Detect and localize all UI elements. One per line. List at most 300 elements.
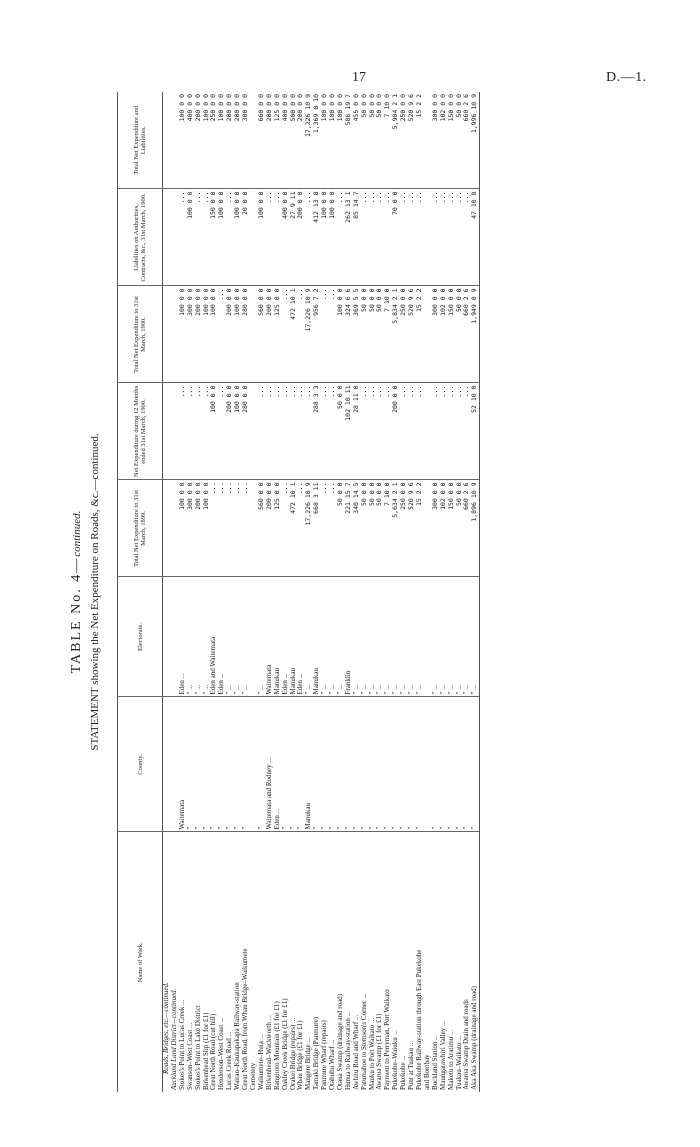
work-name-cell: and Bombay — [422, 1054, 431, 1090]
work-name-cell: Pukekohe–Waiuku ... — [391, 1030, 400, 1090]
electorate-cell: " ... — [416, 577, 424, 697]
total-with-liabilities-cell: 17,226 10 9 — [305, 92, 313, 189]
work-name-cell: Mauku to Port Waikato ... — [367, 1017, 376, 1090]
work-name-cell: Tuakau–Waikato ... — [454, 1035, 463, 1090]
expenditure-during-year-cell: ... — [203, 383, 211, 480]
expenditure-during-year-cell — [424, 383, 432, 480]
table-row — [282, 92, 290, 1092]
electorate-cell: " ... — [448, 577, 456, 697]
work-name-cell: Birkenhead–Wackworth ... — [264, 1015, 273, 1090]
total-with-liabilities-cell: 660 0 0 — [258, 92, 266, 189]
total-with-liabilities-cell: 500 0 0 — [290, 92, 298, 189]
total-with-liabilities-cell: 50 0 0 — [369, 92, 377, 189]
header-total-expenditure: Total Net Expenditure and Liabilities. — [118, 92, 163, 189]
county-cell: " — [345, 697, 353, 832]
liabilities-cell: 262 13 1 — [345, 189, 353, 286]
table-row — [456, 92, 464, 1092]
county-cell: " — [384, 697, 392, 832]
electorate-cell: " ... — [361, 577, 369, 697]
work-name-cell: Maketu to Aratimu ... — [446, 1029, 455, 1090]
total-with-liabilities-cell: 200 0 0 — [195, 92, 203, 189]
header-total-1900: Total Net Expenditure to 31st March, 1900. — [118, 286, 163, 383]
total-1899-cell: 200 0 0 — [266, 480, 274, 577]
liabilities-cell: ... — [400, 189, 408, 286]
table-row — [329, 92, 337, 1092]
total-1900-cell: ... — [218, 286, 226, 383]
work-name-cell: Rangitoto Mountain (£1 for £1) — [272, 1001, 281, 1090]
total-1899-cell: ... — [282, 480, 290, 577]
table-statement: STATEMENT showing the Net Expenditure on Roads, &c.—continued. — [89, 433, 101, 751]
work-name-cell: Tamaki Bridge (Panmure) — [312, 1017, 321, 1090]
total-with-liabilities-cell: 1,996 10 9 — [471, 92, 479, 189]
table-row — [210, 92, 218, 1092]
total-1900-cell: 50 0 0 — [456, 286, 464, 383]
liabilities-cell: ... — [179, 189, 187, 286]
liabilities-cell: 200 0 0 — [297, 189, 305, 286]
total-1899-cell: 50 0 0 — [337, 480, 345, 577]
expenditure-during-year-cell: 200 0 0 — [392, 383, 400, 480]
expenditure-during-year-cell: ... — [266, 383, 274, 480]
electorate-cell: " ... — [203, 577, 211, 697]
total-with-liabilities-cell: 50 0 0 — [361, 92, 369, 189]
total-1899-cell: ... — [234, 480, 242, 577]
total-1899-cell: 300 0 0 — [187, 480, 195, 577]
table-row — [432, 92, 440, 1092]
liabilities-cell: 100 0 0 — [258, 189, 266, 286]
table-row — [274, 92, 282, 1092]
expenditure-during-year-cell: ... — [290, 383, 298, 480]
work-name-cell: Cemetery — [248, 1062, 257, 1090]
total-1900-cell: 125 0 0 — [274, 286, 282, 383]
table-row — [187, 92, 195, 1092]
total-1900-cell: 520 9 6 — [408, 286, 416, 383]
total-with-liabilities-cell: 15 2 2 — [416, 92, 424, 189]
county-cell: Waitemata and Rodney ... — [266, 697, 274, 832]
electorate-cell: Eden ... — [297, 577, 305, 697]
total-with-liabilities-cell: 100 0 0 — [218, 92, 226, 189]
work-name-cell: Pukekohe ... — [399, 1055, 408, 1090]
liabilities-cell: ... — [361, 189, 369, 286]
work-name-cell: Otaua Swamp (drainage and road) — [335, 993, 344, 1090]
electorate-cell: " ... — [234, 577, 242, 697]
total-1899-cell: 100 0 0 — [203, 480, 211, 577]
total-1899-cell: 15 2 2 — [416, 480, 424, 577]
section-heading-roads: Roads, Bridges, etc.—continued. — [162, 982, 170, 1074]
table-row — [250, 92, 258, 1092]
county-cell: " — [416, 697, 424, 832]
county-cell: " — [463, 697, 471, 832]
header-liabilities: Liabilities on Authorities, Contracts, &c., 31st March, 1900. — [118, 189, 163, 286]
electorate-cell — [250, 577, 258, 697]
total-1900-cell: 7 10 0 — [384, 286, 392, 383]
electorate-cell: Eden ... — [179, 577, 187, 697]
electorate-cell: " ... — [195, 577, 203, 697]
work-name-cell: Lucas Creek Road ... — [225, 1031, 234, 1090]
table-row — [463, 92, 471, 1092]
total-1900-cell: 200 0 0 — [266, 286, 274, 383]
liabilities-cell: ... — [266, 189, 274, 286]
work-name-cell: Buckland Station ... — [430, 1034, 439, 1090]
expenditure-during-year-cell: 28 11 0 — [353, 383, 361, 480]
table-row — [353, 92, 361, 1092]
total-1899-cell: ... — [297, 480, 305, 577]
total-1899-cell: ... — [321, 480, 329, 577]
total-1899-cell: ... — [329, 480, 337, 577]
county-cell: " — [290, 697, 298, 832]
liabilities-cell: 412 13 8 — [313, 189, 321, 286]
total-1899-cell: 50 0 0 — [376, 480, 384, 577]
table-row — [226, 92, 234, 1092]
total-1900-cell: 200 0 0 — [226, 286, 234, 383]
total-with-liabilities-cell: 1,369 0 10 — [313, 92, 321, 189]
liabilities-cell: ... — [448, 189, 456, 286]
expenditure-during-year-cell: ... — [448, 383, 456, 480]
electorate-cell: Eden and Waitemata — [210, 577, 218, 697]
liabilities-cell: 150 0 0 — [210, 189, 218, 286]
liabilities-cell: 400 0 0 — [282, 189, 290, 286]
expenditure-during-year-cell: ... — [305, 383, 313, 480]
expenditure-during-year-cell: ... — [376, 383, 384, 480]
county-cell: " — [258, 697, 266, 832]
county-cell: " — [210, 697, 218, 832]
total-1900-cell: 100 0 0 — [179, 286, 187, 383]
work-name-cell: Birkenhead Slip (£1 for £1) — [201, 1012, 210, 1090]
liabilities-cell: 100 0 0 — [234, 189, 242, 286]
total-1900-cell: 1,949 0 9 — [471, 286, 479, 383]
electorate-cell: Manukau — [274, 577, 282, 697]
liabilities-cell: 27 9 11 — [290, 189, 298, 286]
expenditure-during-year-cell: ... — [329, 383, 337, 480]
header-total-1899: Total Net Expenditure to 31st March, 1899. — [118, 480, 163, 577]
total-1899-cell: 50 0 0 — [456, 480, 464, 577]
total-1900-cell: ... — [282, 286, 290, 383]
total-1900-cell: 102 0 0 — [440, 286, 448, 383]
county-cell — [250, 697, 258, 832]
table-row — [321, 92, 329, 1092]
electorate-cell: Manukau — [313, 577, 321, 697]
total-with-liabilities-cell: 100 0 0 — [179, 92, 187, 189]
header-electorate: Electorate. — [118, 577, 163, 697]
work-name-cell: Whau Bridge (£1 for £1) — [296, 1020, 305, 1090]
electorate-cell: " ... — [400, 577, 408, 697]
electorate-cell: " ... — [376, 577, 384, 697]
total-1900-cell: 100 0 0 — [203, 286, 211, 383]
table-row — [345, 92, 353, 1092]
table-row — [266, 92, 274, 1092]
work-name-cell: Stokes's Point to Lucas Creek ... — [177, 999, 186, 1090]
liabilities-cell: ... — [369, 189, 377, 286]
electorate-cell: " ... — [187, 577, 195, 697]
county-cell: " — [392, 697, 400, 832]
county-cell: " — [297, 697, 305, 832]
total-1900-cell: 324 6 6 — [345, 286, 353, 383]
expenditure-during-year-cell: ... — [218, 383, 226, 480]
expenditure-during-year-cell: ... — [456, 383, 464, 480]
total-1899-cell: 150 0 0 — [448, 480, 456, 577]
work-name-cell: Pukekohe Railway-station through East Pukekohe — [415, 949, 423, 1090]
work-name-cell: Awaroa Swamp (£1 for £1) — [375, 1013, 384, 1090]
total-1900-cell: 100 0 0 — [337, 286, 345, 383]
total-1899-cell: 472 10 1 — [290, 480, 298, 577]
county-cell: " — [321, 697, 329, 832]
table-row — [369, 92, 377, 1092]
work-name-cell: Panmure Wharf (repairs) — [320, 1020, 329, 1090]
section-heading-district: Auckland Land District—continued. — [169, 988, 178, 1090]
table-row — [400, 92, 408, 1092]
total-1899-cell: ... — [226, 480, 234, 577]
liabilities-cell: ... — [203, 189, 211, 286]
county-cell: " — [329, 697, 337, 832]
electorate-cell: " ... — [392, 577, 400, 697]
expenditure-during-year-cell: 100 0 0 — [210, 383, 218, 480]
expenditure-during-year-cell: 288 3 3 — [313, 383, 321, 480]
total-1899-cell: 1,896 10 9 — [471, 480, 479, 577]
total-1900-cell: 369 5 5 — [353, 286, 361, 383]
total-1899-cell: 340 14 5 — [353, 480, 361, 577]
total-1900-cell: 250 0 0 — [400, 286, 408, 383]
total-with-liabilities-cell: 200 0 0 — [234, 92, 242, 189]
total-1900-cell: 50 0 0 — [361, 286, 369, 383]
total-1900-cell: 300 0 0 — [432, 286, 440, 383]
total-1900-cell: 17,226 10 9 — [305, 286, 313, 383]
county-cell: " — [226, 697, 234, 832]
total-1899-cell: 560 0 0 — [258, 480, 266, 577]
page-number: 17 — [352, 70, 366, 85]
table-row — [313, 92, 321, 1092]
expenditure-during-year-cell: ... — [187, 383, 195, 480]
header-row — [118, 92, 163, 1092]
county-cell: " — [432, 697, 440, 832]
liabilities-cell: 100 0 0 — [187, 189, 195, 286]
total-with-liabilities-cell: 660 2 6 — [463, 92, 471, 189]
expenditure-during-year-cell: ... — [400, 383, 408, 480]
work-name-cell: Waikumete–Huia ... — [256, 1034, 265, 1090]
electorate-cell: " ... — [242, 577, 250, 697]
expenditure-during-year-cell: 200 0 0 — [226, 383, 234, 480]
total-1900-cell: 100 0 0 — [210, 286, 218, 383]
electorate-cell: " ... — [321, 577, 329, 697]
total-1899-cell: ... — [210, 480, 218, 577]
electorate-cell: " ... — [432, 577, 440, 697]
total-1899-cell: 250 0 0 — [400, 480, 408, 577]
expenditure-during-year-cell: ... — [282, 383, 290, 480]
county-cell: " — [353, 697, 361, 832]
total-1900-cell: 300 0 0 — [187, 286, 195, 383]
table-row — [218, 92, 226, 1092]
expenditure-during-year-cell: ... — [384, 383, 392, 480]
liabilities-cell: ... — [384, 189, 392, 286]
expenditure-during-year-cell: ... — [179, 383, 187, 480]
liabilities-cell: ... — [305, 189, 313, 286]
work-name-cell: Maungatawhiri Valley ... — [438, 1020, 447, 1090]
total-with-liabilities-cell: 400 0 0 — [282, 92, 290, 189]
expenditure-during-year-cell: ... — [432, 383, 440, 480]
total-1899-cell: 7 10 0 — [384, 480, 392, 577]
table-row — [242, 92, 250, 1092]
electorate-cell: " ... — [384, 577, 392, 697]
county-cell: " — [471, 697, 479, 832]
expenditure-during-year-cell: ... — [408, 383, 416, 480]
work-name-cell: Oakley Creek Bridge (£1 for £1) — [280, 998, 289, 1090]
work-name-cell: Aka Aka Swamp (drainage and road) — [471, 832, 479, 1092]
total-1900-cell: 956 7 2 — [313, 286, 321, 383]
expenditure-during-year-cell: ... — [440, 383, 448, 480]
total-with-liabilities-cell: 100 0 0 — [337, 92, 345, 189]
county-cell — [424, 697, 432, 832]
total-with-liabilities-cell: 250 0 0 — [400, 92, 408, 189]
county-cell: " — [376, 697, 384, 832]
expenditure-during-year-cell: ... — [463, 383, 471, 480]
liabilities-cell: ... — [416, 189, 424, 286]
total-1899-cell: 520 9 6 — [408, 480, 416, 577]
county-cell: " — [440, 697, 448, 832]
total-1900-cell: 472 10 1 — [290, 286, 298, 383]
total-1900-cell: 5,834 2 1 — [392, 286, 400, 383]
total-1899-cell: 660 2 6 — [463, 480, 471, 577]
total-1899-cell: 17,226 10 9 — [305, 480, 313, 577]
expenditure-during-year-cell: ... — [369, 383, 377, 480]
total-1899-cell: 100 0 0 — [179, 480, 187, 577]
electorate-cell: " ... — [463, 577, 471, 697]
total-with-liabilities-cell: 300 0 0 — [432, 92, 440, 189]
liabilities-cell: ... — [376, 189, 384, 286]
header-county: County. — [118, 697, 163, 832]
total-1900-cell: 15 2 2 — [416, 286, 424, 383]
total-1899-cell: 50 0 0 — [361, 480, 369, 577]
liabilities-cell: ... — [463, 189, 471, 286]
table-row — [337, 92, 345, 1092]
work-name-cell: Great North Road (cut hill) — [209, 1013, 218, 1090]
county-cell: " — [313, 697, 321, 832]
liabilities-cell: ... — [432, 189, 440, 286]
total-1900-cell: 560 0 0 — [258, 286, 266, 383]
expenditure-table — [117, 92, 480, 1092]
electorate-cell: " ... — [408, 577, 416, 697]
county-cell: " — [187, 697, 195, 832]
total-with-liabilities-cell: 50 0 0 — [456, 92, 464, 189]
total-1899-cell: 50 0 0 — [369, 480, 377, 577]
table-row — [305, 92, 313, 1092]
document-reference: D.—1. — [606, 70, 647, 85]
table-row — [203, 92, 211, 1092]
section-heading-row — [163, 92, 171, 1092]
electorate-cell: " ... — [305, 577, 313, 697]
expenditure-during-year-cell: ... — [258, 383, 266, 480]
liabilities-cell: ... — [456, 189, 464, 286]
total-1899-cell: 5,634 2 1 — [392, 480, 400, 577]
work-name-cell: Hunua to Railway-station ... — [343, 1011, 352, 1090]
expenditure-during-year-cell: ... — [416, 383, 424, 480]
total-1900-cell: 100 0 0 — [234, 286, 242, 383]
liabilities-cell: 85 14 7 — [353, 189, 361, 286]
table-title — [69, 92, 85, 1092]
work-name-cell: Great North Road, from Whau Bridge–Waikumete — [241, 948, 250, 1090]
liabilities-cell: 47 10 0 — [471, 189, 479, 286]
electorate-cell: Eden ... — [218, 577, 226, 697]
liabilities-cell: ... — [195, 189, 203, 286]
electorate-cell: Waitemata — [266, 577, 274, 697]
total-with-liabilities-cell: 520 9 6 — [408, 92, 416, 189]
electorate-cell: Franklin — [345, 577, 353, 697]
table-row — [376, 92, 384, 1092]
total-1900-cell: ... — [329, 286, 337, 383]
county-cell: " — [218, 697, 226, 832]
table-row — [471, 92, 479, 1092]
electorate-cell: " ... — [471, 577, 479, 697]
total-with-liabilities-cell: 400 0 0 — [187, 92, 195, 189]
county-cell: " — [337, 697, 345, 832]
total-with-liabilities-cell: 125 0 0 — [274, 92, 282, 189]
total-1899-cell: 125 0 0 — [274, 480, 282, 577]
expenditure-during-year-cell: 280 0 0 — [242, 383, 250, 480]
liabilities-cell — [424, 189, 432, 286]
liabilities-cell: 100 0 0 — [321, 189, 329, 286]
work-name-cell: Payment to Perryman, Port Waikato — [383, 989, 392, 1090]
total-with-liabilities-cell: 455 0 0 — [353, 92, 361, 189]
work-name-cell: Swanson–West Coast ... — [185, 1022, 194, 1090]
liabilities-cell: ... — [440, 189, 448, 286]
liabilities-cell: ... — [408, 189, 416, 286]
work-name-cell: Orakei Bridge (repairs) ... — [288, 1017, 297, 1090]
table-row — [297, 92, 305, 1092]
table-row — [290, 92, 298, 1092]
table-row — [361, 92, 369, 1092]
table-row — [234, 92, 242, 1092]
expenditure-during-year-cell — [250, 383, 258, 480]
expenditure-during-year-cell: ... — [274, 383, 282, 480]
electorate-cell: " ... — [353, 577, 361, 697]
electorate-cell: " ... — [440, 577, 448, 697]
table-row — [448, 92, 456, 1092]
work-name-cell: Otahuhu Wharf ... — [328, 1039, 337, 1090]
electorate-cell: " ... — [258, 577, 266, 697]
work-name-cell: Patumahoe to Stemson's Corner ... — [359, 993, 368, 1090]
total-1899-cell: 668 3 11 — [313, 480, 321, 577]
liabilities-cell: ... — [226, 189, 234, 286]
total-with-liabilities-cell: 102 0 0 — [440, 92, 448, 189]
total-with-liabilities-cell: 100 0 0 — [321, 92, 329, 189]
total-1900-cell: 660 2 6 — [463, 286, 471, 383]
total-with-liabilities-cell: 250 0 0 — [210, 92, 218, 189]
expenditure-during-year-cell: ... — [321, 383, 329, 480]
county-cell: Eden ... — [274, 697, 282, 832]
electorate-cell: " ... — [337, 577, 345, 697]
table-row — [416, 92, 424, 1092]
county-cell: " — [400, 697, 408, 832]
work-name-cell: Stokes's Point to Lake District — [193, 1005, 202, 1090]
total-1899-cell: ... — [242, 480, 250, 577]
total-1900-cell: 50 0 0 — [376, 286, 384, 383]
table-row — [440, 92, 448, 1092]
work-name-cell: Awaroa Swamp Drain and roads — [462, 999, 471, 1090]
table-row — [424, 92, 432, 1092]
header-name: Name of Work. — [118, 832, 163, 1092]
total-with-liabilities-cell: 200 0 0 — [266, 92, 274, 189]
expenditure-during-year-cell: 100 0 0 — [234, 383, 242, 480]
county-cell: " — [408, 697, 416, 832]
county-cell: " — [448, 697, 456, 832]
expenditure-during-year-cell: 52 10 0 — [471, 383, 479, 480]
work-name-cell: Awhitu Road and Wharf ... — [351, 1014, 360, 1090]
county-cell: " — [242, 697, 250, 832]
total-with-liabilities-cell: 50 0 0 — [376, 92, 384, 189]
county-cell: Manukau — [305, 697, 313, 832]
total-with-liabilities-cell: 150 0 0 — [448, 92, 456, 189]
total-with-liabilities-cell: 100 0 0 — [329, 92, 337, 189]
electorate-cell: " ... — [456, 577, 464, 697]
expenditure-during-year-cell: ... — [361, 383, 369, 480]
county-cell: " — [234, 697, 242, 832]
